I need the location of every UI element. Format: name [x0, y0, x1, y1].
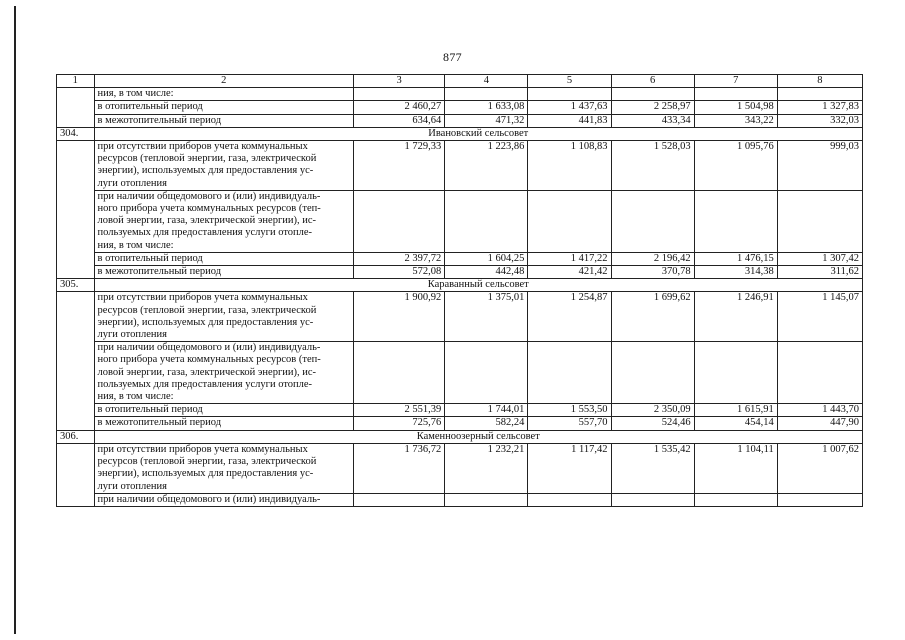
description-line: при отсутствии приборов учета коммунальных: [97, 443, 308, 455]
value-cell: 999,03: [777, 141, 862, 191]
value-cell: 1 615,91: [694, 404, 777, 417]
description-line: при наличии общедомового и (или) индивидуаль-: [97, 342, 321, 354]
value-cell: 634,64: [354, 114, 445, 127]
description-line: при наличии общедомового и (или) индивидуаль-: [97, 190, 321, 202]
column-number: 7: [694, 75, 777, 88]
description-line: при отсутствии приборов учета коммунальных: [97, 292, 308, 304]
value-cell: 314,38: [694, 266, 777, 279]
section-number: 305.: [57, 279, 95, 292]
value-cell: 1 900,92: [354, 292, 445, 342]
row-description: [94, 342, 354, 404]
value-cell: 582,24: [445, 417, 528, 430]
value-cell: 1 145,07: [777, 292, 862, 342]
value-cell: 1 104,11: [694, 443, 777, 493]
value-cell: 725,76: [354, 417, 445, 430]
table-row: [57, 493, 863, 506]
value-cell: 2 350,09: [611, 404, 694, 417]
row-description: ния, в том числе:: [94, 88, 354, 101]
description-line: ния, в том числе:: [97, 239, 174, 251]
value-cell: 1 007,62: [777, 443, 862, 493]
value-cell: 1 443,70: [777, 404, 862, 417]
table-row: [57, 417, 863, 430]
description-line: энергии), используемых для предоставления ус-: [97, 316, 314, 328]
column-number: 5: [528, 75, 611, 88]
description-line: ного прибора учета коммунальных ресурсов (теп-: [97, 354, 321, 366]
value-cell: 524,46: [611, 417, 694, 430]
row-number-cell: [57, 292, 95, 430]
value-cell: 1 504,98: [694, 101, 777, 114]
value-cell: 1 633,08: [445, 101, 528, 114]
description-line: ресурсов (тепловой энергии, газа, электрической: [97, 153, 317, 165]
value-cell: 557,70: [528, 417, 611, 430]
value-cell: 471,32: [445, 114, 528, 127]
description-line: пользуемых для предоставления услуги отопле-: [97, 378, 313, 390]
scan-margin-bar: [14, 6, 16, 634]
row-description: [94, 443, 354, 493]
value-cell: 1 699,62: [611, 292, 694, 342]
column-number: 6: [611, 75, 694, 88]
value-cell: 2 397,72: [354, 252, 445, 265]
table-row: [57, 88, 863, 101]
section-header-row: [57, 127, 863, 140]
value-cell: 433,34: [611, 114, 694, 127]
value-cell: 1 117,42: [528, 443, 611, 493]
value-cell: 311,62: [777, 266, 862, 279]
description-line: ресурсов (тепловой энергии, газа, электрической: [97, 456, 317, 468]
table-row: [57, 266, 863, 279]
value-cell: 1 437,63: [528, 101, 611, 114]
value-cell: 370,78: [611, 266, 694, 279]
column-number: 4: [445, 75, 528, 88]
table-row: [57, 114, 863, 127]
value-cell: 1 604,25: [445, 252, 528, 265]
description-line: ния, в том числе:: [97, 391, 174, 403]
column-number-row: [57, 75, 863, 88]
table-row: [57, 101, 863, 114]
value-cell: 1 232,21: [445, 443, 528, 493]
description-line: при отсутствии приборов учета коммунальных: [97, 141, 308, 153]
value-cell: 2 460,27: [354, 101, 445, 114]
section-header-row: [57, 279, 863, 292]
row-label: в отопительный период: [94, 252, 354, 265]
value-cell: 421,42: [528, 266, 611, 279]
tariff-table: [56, 74, 863, 507]
row-number-cell: [57, 141, 95, 279]
value-cell: 2 258,97: [611, 101, 694, 114]
description-line: энергии), используемых для предоставления ус-: [97, 468, 314, 480]
row-description: при наличии общедомового и (или) индивидуаль-: [94, 493, 354, 506]
column-number: 8: [777, 75, 862, 88]
value-cell: 1 246,91: [694, 292, 777, 342]
value-cell: 1 729,33: [354, 141, 445, 191]
value-cell: 442,48: [445, 266, 528, 279]
row-label: в межотопительный период: [94, 417, 354, 430]
description-line: пользуемых для предоставления услуги отопле-: [97, 227, 313, 239]
description-line: ловой энергии, газа, электрической энергии), ис-: [97, 366, 317, 378]
column-number: 3: [354, 75, 445, 88]
section-name: Караванный сельсовет: [94, 279, 863, 292]
section-name: Каменноозерный сельсовет: [94, 430, 863, 443]
column-number: 1: [57, 75, 95, 88]
row-number-cell: [57, 88, 95, 128]
description-line: луги отопления: [97, 177, 167, 189]
value-cell: 1 254,87: [528, 292, 611, 342]
row-description: [94, 141, 354, 191]
row-description: [94, 292, 354, 342]
value-cell: 454,14: [694, 417, 777, 430]
table-row: [57, 190, 863, 252]
description-line: луги отопления: [97, 480, 167, 492]
row-description: [94, 190, 354, 252]
description-line: ного прибора учета коммунальных ресурсов (теп-: [97, 203, 321, 215]
description-line: ловой энергии, газа, электрической энергии), ис-: [97, 215, 317, 227]
section-number: 304.: [57, 127, 95, 140]
value-cell: 1 095,76: [694, 141, 777, 191]
table-row: [57, 404, 863, 417]
value-cell: 1 417,22: [528, 252, 611, 265]
value-cell: 1 535,42: [611, 443, 694, 493]
section-number: 306.: [57, 430, 95, 443]
description-line: луги отопления: [97, 329, 167, 341]
value-cell: 1 223,86: [445, 141, 528, 191]
value-cell: 1 327,83: [777, 101, 862, 114]
table-row: [57, 443, 863, 493]
table-row: [57, 252, 863, 265]
value-cell: 1 528,03: [611, 141, 694, 191]
table-row: [57, 292, 863, 342]
table-row: [57, 141, 863, 191]
value-cell: 572,08: [354, 266, 445, 279]
section-header-row: [57, 430, 863, 443]
row-label: в межотопительный период: [94, 266, 354, 279]
row-label: в отопительный период: [94, 101, 354, 114]
value-cell: 2 196,42: [611, 252, 694, 265]
value-cell: 441,83: [528, 114, 611, 127]
row-label: в межотопительный период: [94, 114, 354, 127]
description-line: энергии), используемых для предоставления ус-: [97, 165, 314, 177]
column-number: 2: [94, 75, 354, 88]
value-cell: 1 108,83: [528, 141, 611, 191]
row-label: в отопительный период: [94, 404, 354, 417]
value-cell: 1 375,01: [445, 292, 528, 342]
page-number: 877: [443, 50, 462, 64]
row-number-cell: [57, 443, 95, 506]
value-cell: 1 307,42: [777, 252, 862, 265]
section-name: Ивановский сельсовет: [94, 127, 863, 140]
value-cell: 1 476,15: [694, 252, 777, 265]
description-line: ресурсов (тепловой энергии, газа, электрической: [97, 304, 317, 316]
value-cell: 447,90: [777, 417, 862, 430]
value-cell: 343,22: [694, 114, 777, 127]
value-cell: 1 736,72: [354, 443, 445, 493]
value-cell: 1 553,50: [528, 404, 611, 417]
value-cell: 2 551,39: [354, 404, 445, 417]
value-cell: 1 744,01: [445, 404, 528, 417]
table-row: [57, 342, 863, 404]
value-cell: 332,03: [777, 114, 862, 127]
